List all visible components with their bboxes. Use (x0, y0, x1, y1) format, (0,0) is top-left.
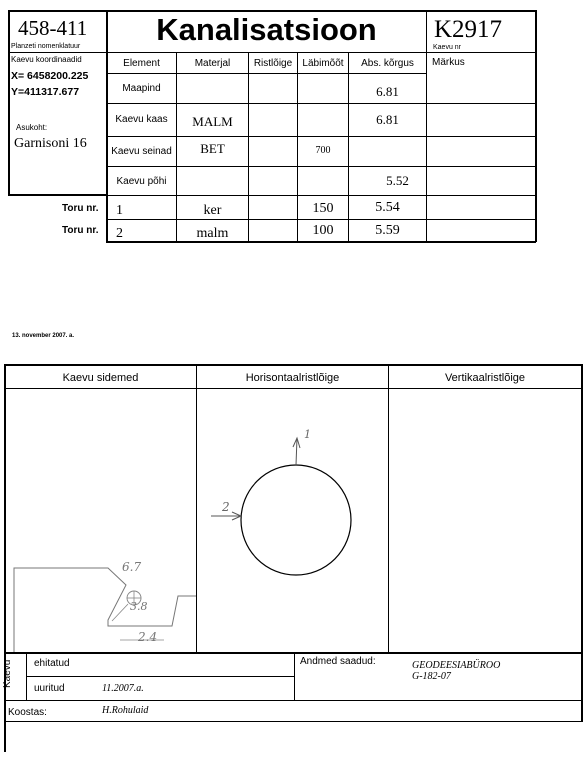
row-diameter: 700 (315, 145, 331, 156)
footer-side-label: Kaevu (2, 659, 13, 688)
col-header-remark: Märkus (432, 57, 465, 68)
pipe-nr: 2 (116, 226, 123, 241)
location-label: Asukoht: (16, 123, 48, 132)
compiled-value: H.Rohulaid (102, 705, 149, 716)
pipe-diameter: 100 (312, 223, 334, 238)
coordinate-y: Y=411317.677 (11, 86, 80, 98)
well-number: K2917 (434, 16, 503, 43)
pipe-material: malm (196, 226, 229, 241)
row-height: 5.52 (386, 173, 409, 188)
pipe-label: Toru nr. (62, 203, 99, 214)
col-header-abs-height: Abs. kõrgus (361, 58, 414, 69)
col-header-diameter: Läbimõõt (302, 58, 344, 69)
row-element: Kaevu seinad (111, 146, 172, 157)
pipe-height: 5.59 (375, 223, 400, 238)
row-element: Maapind (122, 83, 161, 94)
row-height: 6.81 (376, 84, 399, 99)
pipe-material: ker (203, 203, 222, 218)
row-height: 6.81 (376, 112, 399, 127)
col-horizontal-section: Horisontaalristlõige (245, 372, 340, 384)
surveyed-label: uuritud (34, 683, 65, 694)
plan-number: 458-411 (18, 16, 88, 40)
pipe-diameter: 150 (312, 201, 334, 216)
col-kaevu-sidemed: Kaevu sidemed (62, 372, 139, 384)
pipe-height: 5.54 (375, 200, 400, 215)
col-vertical-section: Vertikaalristlõige (444, 372, 526, 384)
compiled-label: Koostas: (8, 707, 47, 718)
coordinates-label: Kaevu koordinaadid (11, 55, 82, 64)
well-number-label: Kaevu nr (433, 44, 462, 51)
row-material: BET (200, 141, 225, 156)
sketch-label-top: 6.7 (122, 560, 142, 574)
built-label: ehitatud (34, 658, 70, 669)
pipe-nr: 1 (116, 203, 123, 218)
plan-label: Planzeti nomenklatuur (11, 43, 81, 50)
pipe-label-two: 2 (222, 500, 230, 514)
pipe-label-one: 1 (304, 428, 311, 441)
document-date: 13. november 2007. a. (12, 333, 75, 339)
data-source-label: Andmed saadud: (300, 656, 376, 667)
sketch-label-bottom: 2.4 (138, 630, 158, 644)
col-header-cross-section: Ristlõige (253, 58, 293, 69)
location-value: Garnisoni 16 (14, 136, 87, 151)
row-element: Kaevu kaas (115, 114, 168, 125)
col-header-element: Element (123, 58, 160, 69)
row-element: Kaevu põhi (116, 176, 167, 187)
pipe-label: Toru nr. (62, 225, 99, 236)
row-material: MALM (192, 114, 233, 129)
surveyed-value: 11.2007.a. (102, 683, 144, 694)
data-source-value-1: GEODEESIABÜROO (412, 660, 501, 671)
col-header-material: Materjal (194, 58, 231, 69)
sketch-label-mid: 3.8 (130, 600, 148, 613)
data-source-value-2: G-182-07 (412, 671, 451, 682)
page-title: Kanalisatsioon (156, 12, 377, 47)
coordinate-x: X= 6458200.225 (11, 70, 89, 82)
